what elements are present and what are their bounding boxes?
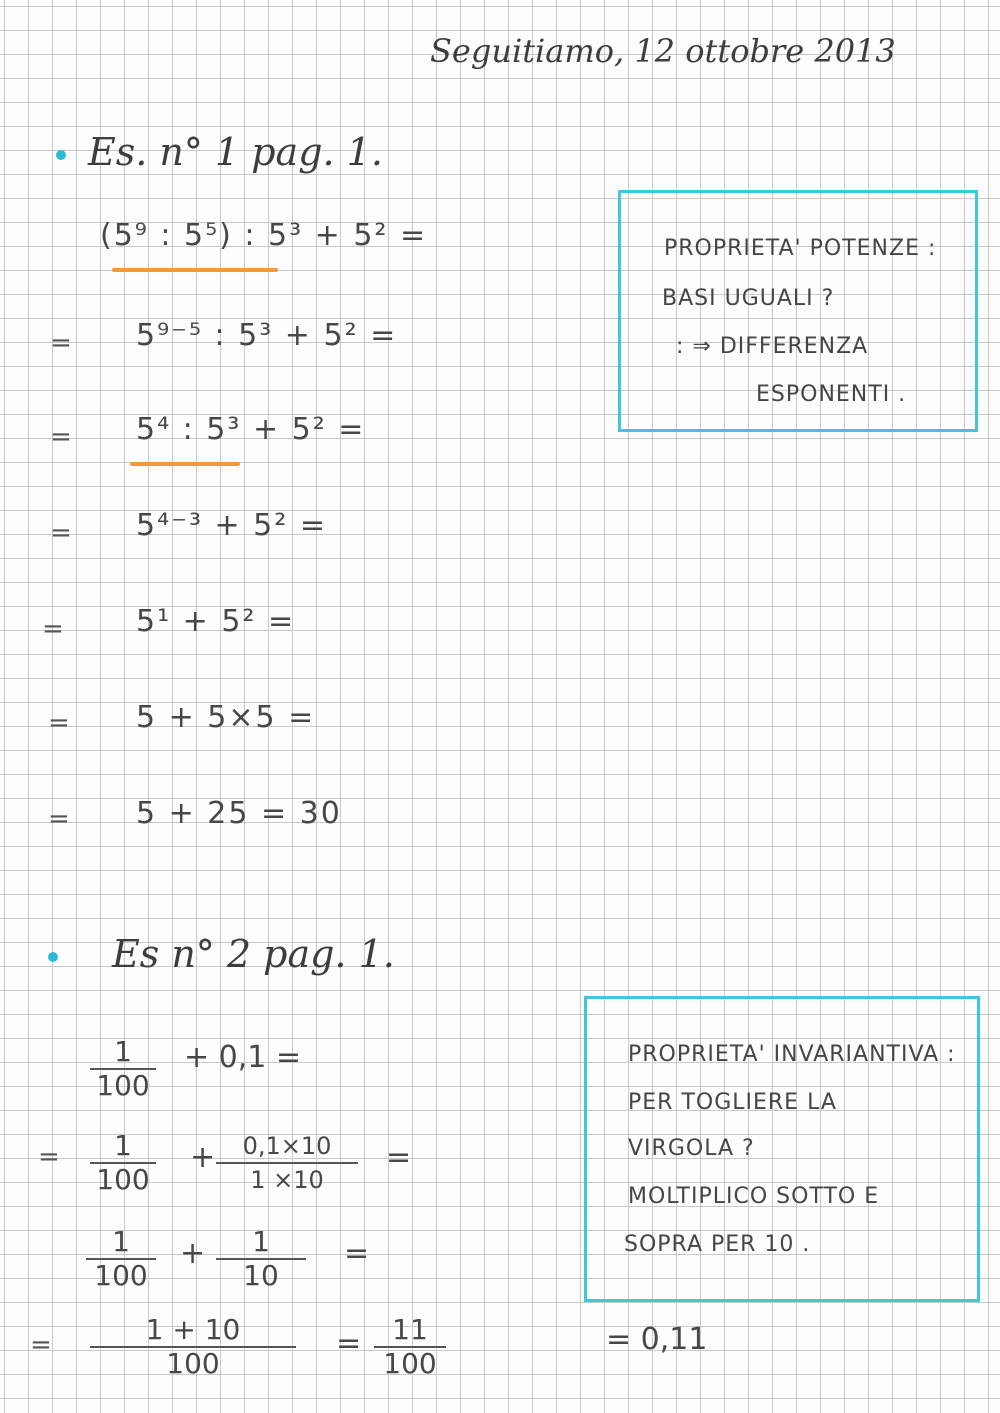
ex2-line3-fraction-1 [86, 1226, 156, 1292]
fraction-numerator: 0,1×10 [242, 1132, 332, 1160]
ex1-prefix-5: = [42, 614, 64, 644]
ex1-prefix-7: = [48, 804, 70, 834]
ex2-line1-fraction [90, 1036, 156, 1102]
ex2-line1-rest: + 0,1 = [184, 1040, 302, 1075]
fraction-denominator: 100 [166, 1347, 220, 1380]
ex1-line-2: 5⁹⁻⁵ : 5³ + 5² = [136, 318, 398, 353]
fraction-denominator: 1 ×10 [250, 1166, 324, 1194]
ex1-line-1: (5⁹ : 5⁵) : 5³ + 5² = [100, 218, 428, 253]
bullet-exercise-2 [48, 952, 58, 962]
ex2-line2-fraction-2 [216, 1130, 358, 1196]
note-2-line-5: SOPRA PER 10 . [624, 1232, 811, 1257]
date-heading: Seguitiamo, 12 ottobre 2013 [430, 32, 896, 70]
fraction-denominator: 100 [94, 1259, 148, 1292]
fraction-numerator: 1 [114, 1129, 132, 1162]
ex1-line-6: 5 + 5×5 = [136, 700, 316, 735]
exercise-2-title: Es n° 2 pag. 1. [112, 932, 395, 976]
ex2-line3-plus: + [180, 1236, 206, 1271]
fraction-denominator: 100 [96, 1069, 150, 1102]
fraction-denominator: 100 [383, 1347, 437, 1380]
ex2-line2-suffix: = [386, 1140, 412, 1175]
ex1-prefix-3: = [50, 422, 72, 452]
note-2-line-1: PROPRIETA' INVARIANTIVA : [628, 1042, 956, 1067]
ex1-line-4: 5⁴⁻³ + 5² = [136, 508, 327, 543]
ex1-prefix-2: = [50, 328, 72, 358]
ex2-line3-suffix: = [344, 1236, 370, 1271]
ex2-line4-mid: = [336, 1326, 362, 1361]
ex2-line4-fraction-1 [90, 1314, 296, 1380]
note-2-line-2: PER TOGLIERE LA [628, 1090, 837, 1115]
bullet-exercise-1 [56, 150, 66, 160]
fraction-numerator: 1 [112, 1225, 130, 1258]
ex2-line4-fraction-2 [374, 1314, 446, 1380]
fraction-numerator: 1 [252, 1225, 270, 1258]
note-1-line-3: : ⇒ DIFFERENZA [676, 334, 869, 359]
fraction-denominator: 10 [243, 1259, 279, 1292]
ex1-line-3: 5⁴ : 5³ + 5² = [136, 412, 366, 447]
note-1-line-2: BASI UGUALI ? [662, 286, 835, 311]
fraction-numerator: 11 [392, 1313, 428, 1346]
ex2-line4-prefix: = [30, 1330, 52, 1360]
ex2-line4-tail: = 0,11 [606, 1322, 708, 1357]
ex2-line2-fraction-1 [90, 1130, 156, 1196]
note-1-line-1: PROPRIETA' POTENZE : [664, 236, 937, 261]
ex1-prefix-6: = [48, 708, 70, 738]
ex1-line-7: 5 + 25 = 30 [136, 796, 342, 831]
note-1-line-4: ESPONENTI . [756, 382, 907, 407]
fraction-numerator: 1 [114, 1035, 132, 1068]
exercise-1-title: Es. n° 1 pag. 1. [88, 130, 383, 174]
fraction-numerator: 1 + 10 [145, 1313, 241, 1346]
note-2-line-3: VIRGOLA ? [628, 1136, 755, 1161]
ex1-prefix-4: = [50, 518, 72, 548]
ex1-line-5: 5¹ + 5² = [136, 604, 296, 639]
fraction-denominator: 100 [96, 1163, 150, 1196]
highlight-underline-1 [112, 268, 278, 272]
ex2-line2-plus: + [190, 1140, 216, 1175]
ex2-line2-prefix: = [38, 1142, 60, 1172]
highlight-underline-2 [130, 462, 240, 466]
note-2-line-4: MOLTIPLICO SOTTO E [628, 1184, 880, 1209]
ex2-line3-fraction-2 [216, 1226, 306, 1292]
